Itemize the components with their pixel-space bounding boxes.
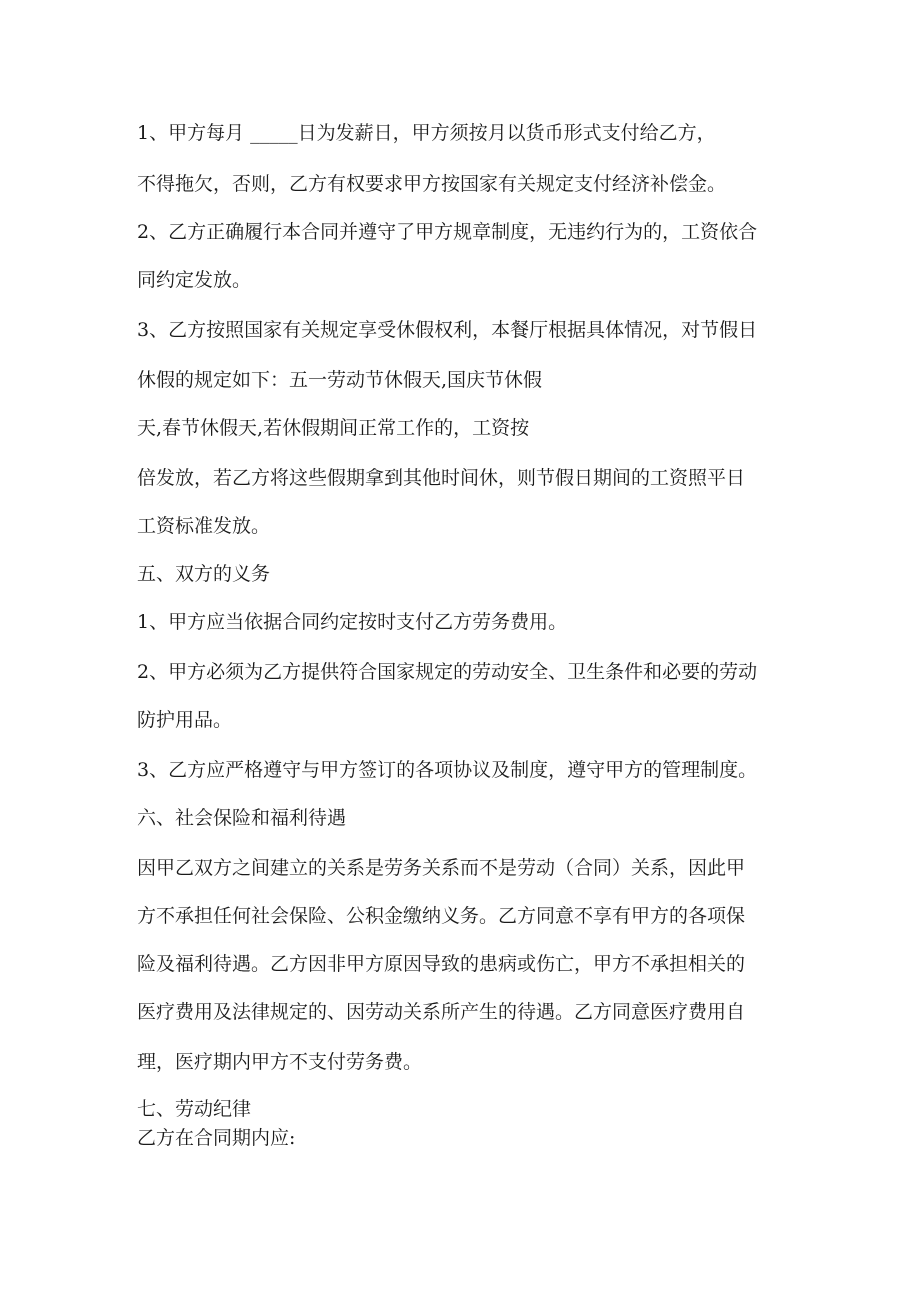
clause-4-3-line-4: 倍发放，若乙方将这些假期拿到其他时间休，则节假日期间的工资照平日 — [137, 467, 746, 489]
clause-4-2-line-2: 同约定发放。 — [137, 269, 252, 291]
clause-5-2-line-1: 2、甲方必须为乙方提供符合国家规定的劳动安全、卫生条件和必要的劳动 — [137, 661, 758, 683]
section-6-body-line-1: 因甲乙双方之间建立的关系是劳务关系而不是劳动（合同）关系，因此甲 — [137, 857, 746, 879]
clause-4-3-line-5: 工资标准发放。 — [137, 515, 271, 537]
clause-4-3-line-2: 休假的规定如下：五一劳动节休假天,国庆节休假 — [137, 369, 543, 391]
clause-5-3-line-1: 3、乙方应严格遵守与甲方签订的各项协议及制度，遵守甲方的管理制度。 — [137, 759, 758, 781]
clause-4-3-line-1: 3、乙方按照国家有关规定享受休假权利，本餐厅根据具体情况，对节假日 — [137, 319, 758, 341]
section-6-heading: 六、社会保险和福利待遇 — [137, 807, 347, 829]
clause-4-2-line-1: 2、乙方正确履行本合同并遵守了甲方规章制度，无违约行为的，工资依合 — [137, 221, 758, 243]
section-5-heading: 五、双方的义务 — [137, 563, 271, 585]
clause-5-2-line-2: 防护用品。 — [137, 709, 233, 731]
section-7-heading: 七、劳动纪律 — [137, 1098, 252, 1120]
section-6-body-line-3: 险及福利待遇。乙方因非甲方原因导致的患病或伤亡，甲方不承担相关的 — [137, 953, 746, 975]
clause-4-3-line-3: 天,春节休假天,若休假期间正常工作的，工资按 — [137, 417, 530, 439]
section-6-body-line-2: 方不承担任何社会保险、公积金缴纳义务。乙方同意不享有甲方的各项保 — [137, 905, 746, 927]
clause-4-1-line-2: 不得拖欠，否则，乙方有权要求甲方按国家有关规定支付经济补偿金。 — [137, 173, 727, 195]
section-6-body-line-5: 理，医疗期内甲方不支付劳务费。 — [137, 1051, 423, 1073]
section-6-body-line-4: 医疗费用及法律规定的、因劳动关系所产生的待遇。乙方同意医疗费用自 — [137, 1001, 746, 1023]
clause-4-1-line-1: 1、甲方每月 _____日为发薪日，甲方须按月以货币形式支付给乙方， — [137, 122, 716, 144]
section-7-body-line-1: 乙方在合同期内应: — [137, 1127, 296, 1149]
clause-5-1-line-1: 1、甲方应当依据合同约定按时支付乙方劳务费用。 — [137, 611, 568, 633]
